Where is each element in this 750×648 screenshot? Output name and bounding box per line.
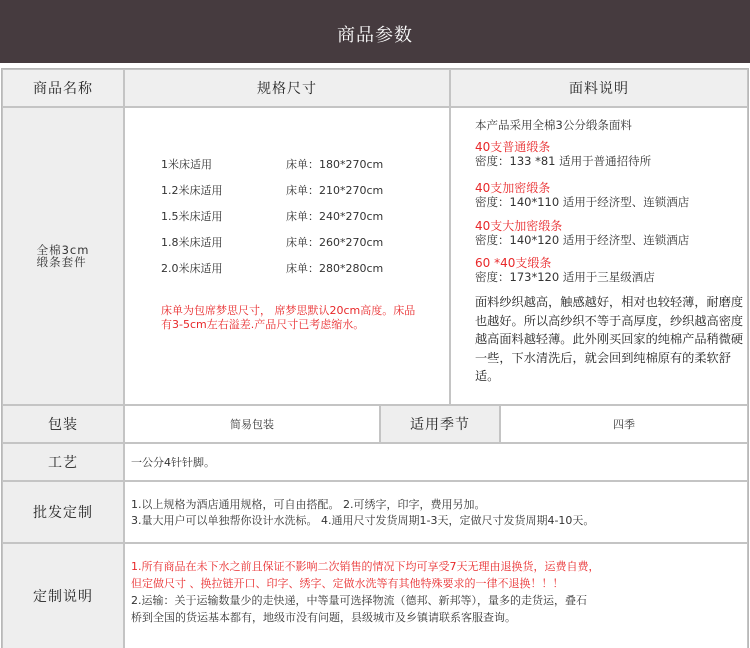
fabric-grade-detail: 密度：140*120 适用于经济型、连锁酒店 <box>475 233 690 247</box>
spec-note: 床单为包席梦思尺寸， 席梦思默认20cm高度。床品有3-5cm左右溢差.产品尺寸已考虑缩水。 <box>161 304 416 331</box>
custom-line: 2.运输：关于运输数量少的走快递，中等量可选择物流（德邦、新邦等），量多的走货运，叠石 <box>131 594 587 607</box>
spec-size: 床单：180*270cm <box>286 158 384 171</box>
fabric-cell <box>450 107 748 405</box>
spec-bed: 1.5米床适用 <box>161 210 223 223</box>
spec-cell <box>124 107 450 405</box>
fabric-grade-name: 40支加密缎条 <box>475 181 551 195</box>
packaging-label: 包装 <box>2 405 124 443</box>
season-label: 适用季节 <box>380 405 500 443</box>
fabric-paragraph: 面料纱织越高，触感越好，相对也较轻薄，耐磨度也越好。所以高纱织不等于高厚度，纱织越高密度越高面料越轻薄。此外刚买回家的纯棉产品稍微硬一些，下水清洗后，就会回到纯棉原有的柔软舒适。 <box>475 295 744 383</box>
spec-bed: 1.8米床适用 <box>161 236 223 249</box>
craft-label: 工艺 <box>2 443 124 481</box>
col-header-fabric: 面料说明 <box>450 69 748 107</box>
fabric-grade-detail: 密度：133 *81 适用于普通招待所 <box>475 154 652 168</box>
craft-value: 一公分4针针脚。 <box>124 443 748 481</box>
page-title: 商品参数 <box>337 25 413 46</box>
col-header-size: 规格尺寸 <box>124 69 450 107</box>
spec-size: 床单：280*280cm <box>286 262 384 275</box>
wholesale-line: 3.量大用户可以单独帮你设计水洗标。 4.通用尺寸发货周期1-3天，定做尺寸发货周期4-10天。 <box>131 514 595 527</box>
custom-line: 桥到全国的货运基本都有，地级市没有问题，县级城市及乡镇请联系客服查询。 <box>131 611 516 624</box>
product-name: 全棉3cm 缎条套件 <box>36 243 90 269</box>
fabric-grade-name: 60 *40支缎条 <box>475 256 552 270</box>
fabric-grade-name: 40支普通缎条 <box>475 140 551 154</box>
wholesale-line: 1.以上规格为酒店通用规格，可自由搭配。 2.可绣字，印字，费用另加。 <box>131 498 486 511</box>
spec-bed: 2.0米床适用 <box>161 262 223 275</box>
title-banner <box>0 0 750 63</box>
custom-line: 但定做尺寸 、换拉链开口、印字、绣字、定做水洗等有其他特殊要求的一律不退换！！！ <box>131 577 564 590</box>
spec-size: 床单：260*270cm <box>286 236 384 249</box>
wholesale-value <box>124 481 748 543</box>
fabric-intro: 本产品采用全棉3公分缎条面料 <box>475 118 632 132</box>
params-table <box>1 68 749 648</box>
wholesale-label: 批发定制 <box>2 481 124 543</box>
spec-bed: 1米床适用 <box>161 158 212 171</box>
custom-value <box>124 543 748 648</box>
spec-size: 床单：210*270cm <box>286 184 384 197</box>
fabric-grade-detail: 密度：173*120 适用于三星级酒店 <box>475 270 655 284</box>
fabric-grade-detail: 密度：140*110 适用于经济型、连锁酒店 <box>475 195 690 209</box>
custom-line: 1.所有商品在未下水之前且保证不影响二次销售的情况下均可享受7天无理由退换货，运费自费， <box>131 560 600 573</box>
spec-size: 床单：240*270cm <box>286 210 384 223</box>
spec-bed: 1.2米床适用 <box>161 184 223 197</box>
packaging-value: 简易包装 <box>124 405 380 443</box>
fabric-grade-name: 40支大加密缎条 <box>475 219 563 233</box>
season-value: 四季 <box>500 405 748 443</box>
col-header-name: 商品名称 <box>2 69 124 107</box>
custom-label: 定制说明 <box>2 543 124 648</box>
product-name-cell <box>2 107 124 405</box>
